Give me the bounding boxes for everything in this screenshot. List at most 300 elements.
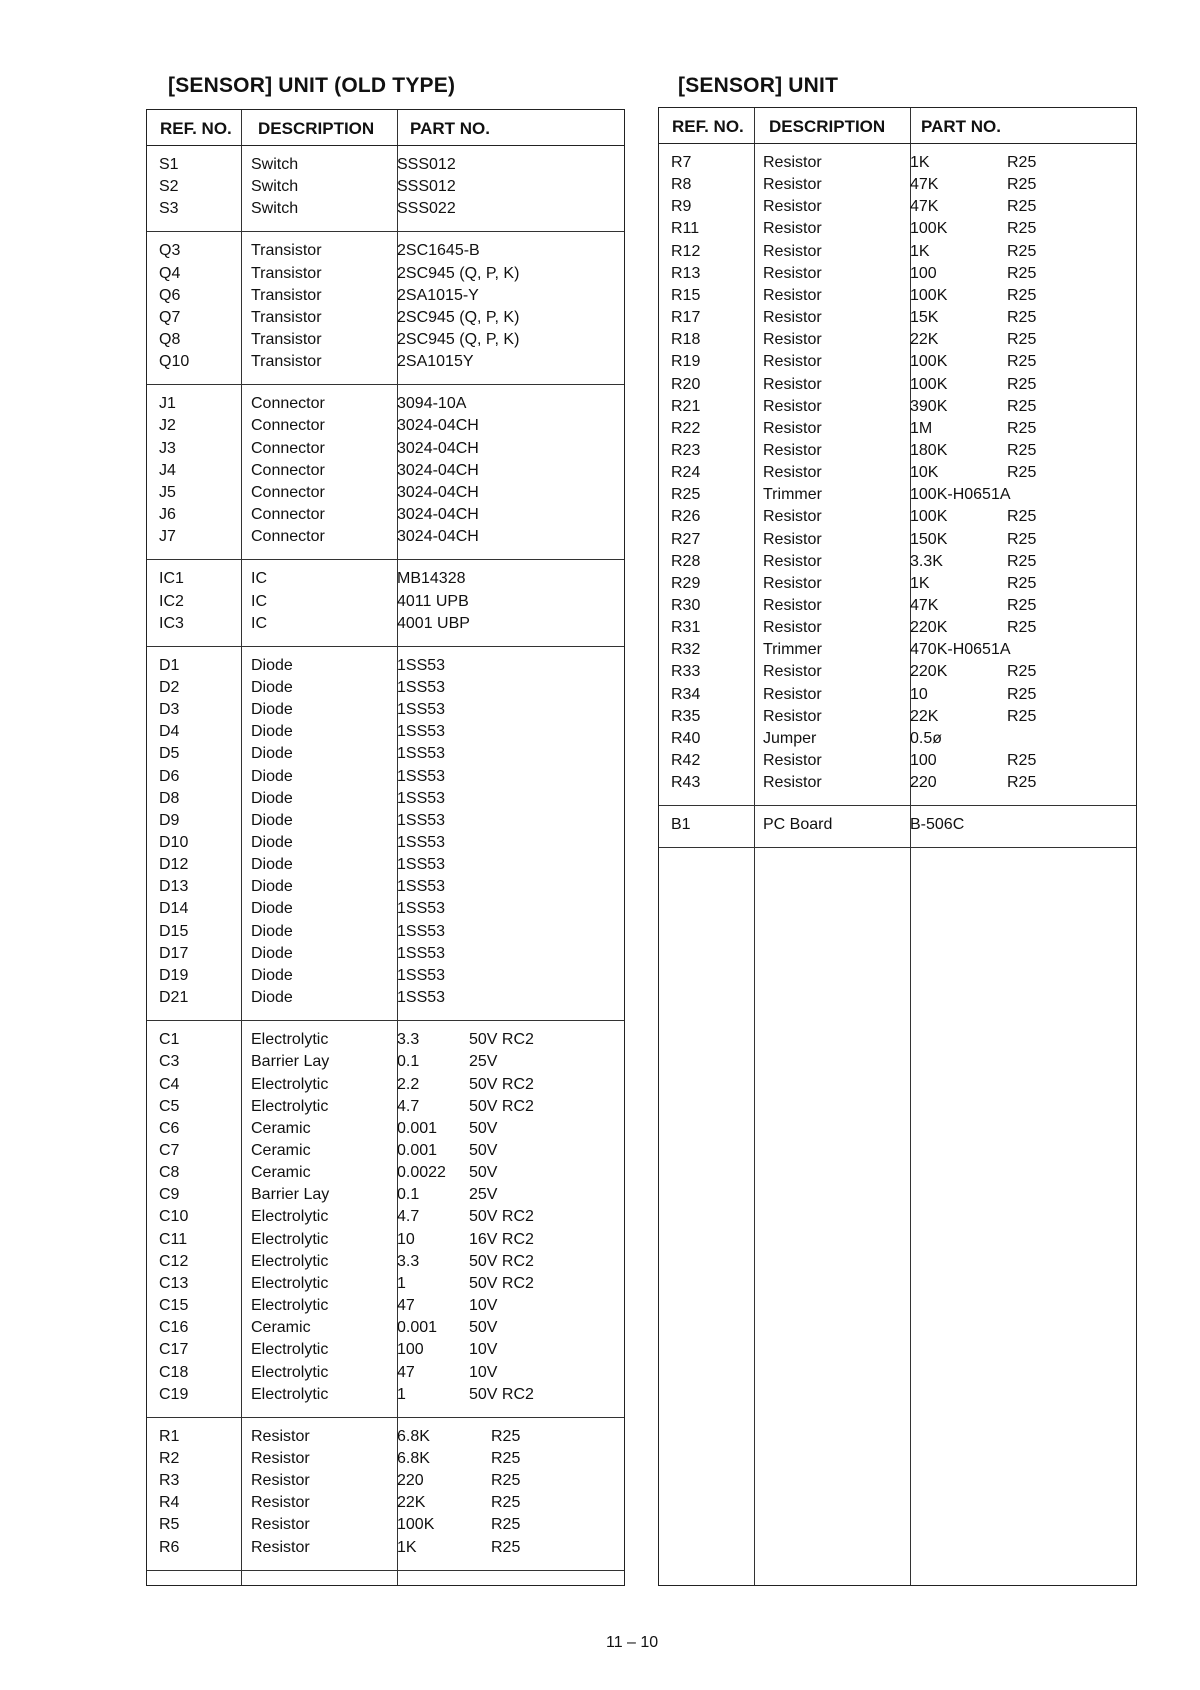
table-row — [659, 485, 1136, 507]
table-row — [147, 678, 624, 700]
description-cell: Transistor — [251, 242, 322, 260]
table-row — [659, 707, 1136, 729]
part-no-cell: 1SS53 — [397, 745, 446, 763]
spec-cell: R25 — [1007, 242, 1037, 260]
ref-no-cell: R20 — [671, 375, 701, 393]
description-cell: Diode — [251, 811, 293, 829]
table-row — [147, 944, 624, 966]
table-row — [147, 483, 624, 505]
part-no-cell: 0.001 — [397, 1319, 438, 1337]
description-cell: Resistor — [763, 685, 822, 703]
table-row — [659, 242, 1136, 264]
part-no-cell: 150K — [910, 530, 948, 548]
table-row — [147, 394, 624, 416]
ref-no-cell: B1 — [671, 816, 691, 834]
table-row — [147, 1163, 624, 1185]
spec-cell: R25 — [1007, 530, 1037, 548]
table-row — [147, 439, 624, 461]
part-no-cell: 0.0022 — [397, 1164, 446, 1182]
part-no-cell: 3024-04CH — [397, 461, 479, 479]
table-row — [659, 419, 1136, 441]
part-group — [659, 805, 1136, 848]
spec-cell: R25 — [1007, 464, 1037, 482]
part-no-cell: 1SS53 — [397, 900, 446, 918]
description-cell: Resistor — [763, 619, 822, 637]
description-cell: Electrolytic — [251, 1252, 329, 1270]
ref-no-cell: R23 — [671, 441, 701, 459]
ref-no-cell: C11 — [159, 1230, 188, 1248]
spec-cell: R25 — [1007, 154, 1037, 171]
part-no-cell: 0.5ø — [910, 729, 943, 747]
ref-no-cell: R27 — [671, 530, 701, 548]
table-row — [147, 899, 624, 921]
part-no-cell: MB14328 — [397, 570, 466, 588]
description-cell: Diode — [251, 723, 293, 741]
description-cell: IC — [251, 614, 267, 632]
table-row — [659, 574, 1136, 596]
description-cell: Ceramic — [251, 1164, 311, 1182]
description-cell: Connector — [251, 461, 325, 479]
description-cell: Resistor — [763, 220, 822, 238]
ref-no-cell: C6 — [159, 1119, 180, 1137]
ref-no-cell: R5 — [159, 1516, 180, 1534]
ref-no-cell: R26 — [671, 508, 701, 526]
table-row — [147, 1363, 624, 1385]
part-no-cell: 390K — [910, 397, 948, 415]
ref-no-cell: IC1 — [159, 570, 184, 588]
page-number: 11 – 10 — [606, 1634, 659, 1651]
spec-cell: 10V — [469, 1297, 498, 1315]
spec-cell: 50V RC2 — [469, 1075, 534, 1093]
part-no-cell: 1SS53 — [397, 856, 446, 874]
table-row — [659, 286, 1136, 308]
table-row — [147, 811, 624, 833]
part-no-cell: 1SS53 — [397, 966, 446, 984]
part-no-cell: 22K — [397, 1494, 426, 1512]
ref-no-cell: R11 — [671, 220, 700, 238]
table-row — [659, 618, 1136, 640]
table-row — [659, 175, 1136, 197]
table-row — [147, 1185, 624, 1207]
part-no-cell: 3.3 — [397, 1031, 420, 1049]
ref-no-cell: R12 — [671, 242, 701, 260]
ref-no-cell: R13 — [671, 264, 701, 282]
table-header — [659, 108, 1136, 144]
description-cell: Ceramic — [251, 1119, 311, 1137]
left-table-heading: [SENSOR] UNIT (OLD TYPE) — [168, 74, 456, 97]
ref-no-cell: J7 — [159, 528, 176, 546]
description-cell: Resistor — [763, 663, 822, 681]
description-cell: Electrolytic — [251, 1341, 329, 1359]
description-cell: Resistor — [763, 264, 822, 282]
spec-cell: R25 — [1007, 286, 1037, 304]
table-row — [147, 855, 624, 877]
table-row — [147, 1075, 624, 1097]
ref-no-cell: C19 — [159, 1385, 189, 1403]
part-no-cell: 100K — [910, 353, 948, 371]
ref-no-cell: D2 — [159, 678, 180, 696]
spec-cell: R25 — [1007, 707, 1037, 725]
ref-no-cell: C13 — [159, 1274, 189, 1292]
part-no-cell: 10K — [910, 464, 939, 482]
table-row — [147, 877, 624, 899]
description-cell: Resistor — [763, 574, 822, 592]
table-row — [147, 1296, 624, 1318]
ref-no-cell: J4 — [159, 461, 176, 479]
ref-no-cell: D9 — [159, 811, 180, 829]
part-no-cell: 1SS53 — [397, 789, 446, 807]
table-row — [147, 789, 624, 811]
header-part-no: PART NO. — [921, 117, 1001, 136]
part-no-cell: 1SS53 — [397, 922, 446, 940]
ref-no-cell: D12 — [159, 856, 189, 874]
ref-no-cell: R22 — [671, 419, 701, 437]
header-ref-no: REF. NO. — [672, 117, 744, 136]
description-cell: Resistor — [251, 1538, 310, 1556]
spec-cell: R25 — [1007, 774, 1037, 792]
description-cell: Transistor — [251, 264, 322, 282]
table-row — [147, 833, 624, 855]
description-cell: Resistor — [251, 1494, 310, 1512]
ref-no-cell: R19 — [671, 353, 701, 371]
ref-no-cell: R3 — [159, 1472, 180, 1490]
ref-no-cell: R31 — [671, 619, 701, 637]
ref-no-cell: C5 — [159, 1097, 180, 1115]
part-no-cell: 4.7 — [397, 1097, 420, 1115]
part-no-cell: 220 — [910, 774, 937, 792]
part-no-cell: 1K — [397, 1538, 417, 1556]
ref-no-cell: C15 — [159, 1297, 189, 1315]
ref-no-cell: D17 — [159, 944, 189, 962]
description-cell: Electrolytic — [251, 1208, 329, 1226]
table-row — [659, 330, 1136, 352]
part-no-cell: 47K — [910, 597, 939, 614]
ref-no-cell: R33 — [671, 663, 701, 681]
spec-cell: 16V RC2 — [469, 1230, 534, 1248]
spec-cell: 25V — [469, 1053, 498, 1071]
part-no-cell: 3024-04CH — [397, 528, 479, 546]
right-table-heading: [SENSOR] UNIT — [678, 74, 839, 97]
table-row — [147, 241, 624, 263]
part-group — [147, 559, 624, 646]
ref-no-cell: C12 — [159, 1252, 189, 1270]
description-cell: Diode — [251, 922, 293, 940]
spec-cell: 50V RC2 — [469, 1385, 534, 1403]
spec-cell: 50V RC2 — [469, 1252, 534, 1270]
part-no-cell: 470K-H0651A — [910, 641, 1011, 659]
spec-cell: R25 — [491, 1494, 521, 1512]
description-cell: IC — [251, 570, 267, 588]
table-row — [659, 375, 1136, 397]
description-cell: Transistor — [251, 353, 322, 371]
part-no-cell: 100K — [910, 508, 948, 526]
part-no-cell: 100K — [910, 375, 948, 393]
description-cell: Electrolytic — [251, 1031, 329, 1049]
part-no-cell: 22K — [910, 707, 939, 725]
part-group — [147, 646, 624, 1021]
description-cell: Switch — [251, 156, 299, 173]
description-cell: Resistor — [763, 397, 822, 415]
ref-no-cell: D8 — [159, 789, 180, 807]
table-row — [659, 685, 1136, 707]
ref-no-cell: S1 — [159, 156, 179, 173]
description-cell: Resistor — [251, 1472, 310, 1490]
table-row — [147, 1515, 624, 1537]
part-no-cell: 1SS53 — [397, 989, 446, 1007]
description-cell: Diode — [251, 878, 293, 896]
table-row — [659, 264, 1136, 286]
ref-no-cell: D14 — [159, 900, 189, 918]
description-cell: Resistor — [763, 464, 822, 482]
spec-cell: 25V — [469, 1186, 498, 1204]
part-group — [147, 231, 624, 385]
part-no-cell: 1K — [910, 154, 930, 171]
table-row — [659, 507, 1136, 529]
part-no-cell: 2SC945 (Q, P, K) — [397, 264, 520, 282]
ref-no-cell: R6 — [159, 1538, 180, 1556]
description-cell: Resistor — [763, 331, 822, 349]
description-cell: Diode — [251, 944, 293, 962]
ref-no-cell: IC2 — [159, 592, 184, 610]
table-row — [147, 966, 624, 988]
ref-no-cell: R4 — [159, 1494, 180, 1512]
table-row — [147, 1493, 624, 1515]
spec-cell: R25 — [1007, 264, 1037, 282]
table-row — [147, 416, 624, 438]
part-no-cell: 100K-H0651A — [910, 486, 1011, 504]
ref-no-cell: R25 — [671, 486, 701, 504]
table-row — [659, 219, 1136, 241]
part-group — [147, 1020, 624, 1418]
part-no-cell: 100K — [910, 286, 948, 304]
table-row — [659, 441, 1136, 463]
table-row — [147, 199, 624, 221]
part-no-cell: B-506C — [910, 816, 965, 834]
description-cell: Resistor — [251, 1516, 310, 1534]
part-no-cell: 10 — [910, 685, 928, 703]
table-row — [147, 1252, 624, 1274]
description-cell: Switch — [251, 200, 299, 218]
ref-no-cell: IC3 — [159, 614, 184, 632]
table-row — [147, 1141, 624, 1163]
part-no-cell: 10 — [397, 1230, 415, 1248]
part-no-cell: 0.001 — [397, 1142, 438, 1159]
table-row — [659, 397, 1136, 419]
ref-no-cell: D19 — [159, 966, 189, 984]
spec-cell: R25 — [1007, 508, 1037, 526]
table-row — [147, 767, 624, 789]
description-cell: Diode — [251, 656, 293, 674]
part-no-cell: 1SS53 — [397, 656, 446, 674]
description-cell: Diode — [251, 789, 293, 807]
description-cell: Connector — [251, 528, 325, 546]
part-no-cell: 47K — [910, 176, 939, 194]
description-cell: Jumper — [763, 729, 817, 747]
part-group — [659, 143, 1136, 806]
spec-cell: R25 — [1007, 331, 1037, 349]
table-row — [147, 614, 624, 636]
description-cell: Diode — [251, 900, 293, 918]
part-no-cell: 15K — [910, 309, 939, 327]
ref-no-cell: Q10 — [159, 353, 190, 371]
table-row — [659, 815, 1136, 837]
ref-no-cell: R1 — [159, 1427, 180, 1445]
part-no-cell: 4011 UPB — [397, 592, 469, 610]
table-row — [147, 1207, 624, 1229]
spec-cell: R25 — [491, 1538, 521, 1556]
description-cell: Electrolytic — [251, 1274, 329, 1292]
spec-cell: R25 — [1007, 441, 1037, 459]
description-cell: Barrier Lay — [251, 1053, 330, 1071]
spec-cell: R25 — [491, 1427, 521, 1445]
part-no-cell: 0.1 — [397, 1053, 420, 1071]
ref-no-cell: R43 — [671, 774, 701, 792]
part-no-cell: 1SS53 — [397, 701, 446, 719]
description-cell: Resistor — [763, 154, 822, 171]
spec-cell: R25 — [1007, 685, 1037, 703]
part-no-cell: 3024-04CH — [397, 483, 479, 501]
spec-cell: R25 — [1007, 663, 1037, 681]
ref-no-cell: D6 — [159, 767, 180, 785]
table-row — [147, 1427, 624, 1449]
ref-no-cell: R42 — [671, 752, 701, 770]
part-no-cell: 1K — [910, 574, 930, 592]
ref-no-cell: D21 — [159, 989, 189, 1007]
part-no-cell: 3024-04CH — [397, 417, 479, 435]
ref-no-cell: R17 — [671, 309, 701, 327]
table-row — [659, 552, 1136, 574]
description-cell: Connector — [251, 506, 325, 524]
ref-no-cell: D13 — [159, 878, 189, 896]
ref-no-cell: R35 — [671, 707, 701, 725]
table-row — [147, 286, 624, 308]
description-cell: Connector — [251, 439, 325, 457]
ref-no-cell: R15 — [671, 286, 701, 304]
part-no-cell: 47 — [397, 1363, 415, 1381]
description-cell: Trimmer — [763, 486, 822, 504]
part-no-cell: 1SS53 — [397, 767, 446, 785]
part-no-cell: 2SA1015Y — [397, 353, 474, 371]
description-cell: Electrolytic — [251, 1230, 329, 1248]
ref-no-cell: C16 — [159, 1319, 189, 1337]
description-cell: Diode — [251, 767, 293, 785]
description-cell: Resistor — [763, 419, 822, 437]
description-cell: PC Board — [763, 816, 833, 834]
part-group — [147, 1417, 624, 1571]
part-no-cell: 3094-10A — [397, 395, 467, 413]
spec-cell: 50V — [469, 1119, 498, 1137]
description-cell: Connector — [251, 395, 325, 413]
ref-no-cell: R18 — [671, 331, 701, 349]
description-cell: Diode — [251, 966, 293, 984]
table-row — [147, 1449, 624, 1471]
part-no-cell: 100K — [397, 1516, 435, 1534]
spec-cell: R25 — [1007, 220, 1037, 238]
part-no-cell: 180K — [910, 441, 948, 459]
ref-no-cell: S2 — [159, 178, 179, 196]
description-cell: Electrolytic — [251, 1075, 329, 1093]
ref-no-cell: Q4 — [159, 264, 181, 282]
spec-cell: R25 — [491, 1449, 521, 1467]
part-no-cell: 3024-04CH — [397, 439, 479, 457]
header-description: DESCRIPTION — [258, 119, 375, 138]
part-no-cell: 100K — [910, 220, 948, 238]
part-no-cell: 2SC1645-B — [397, 242, 480, 260]
table-row — [659, 640, 1136, 662]
part-no-cell: 0.001 — [397, 1119, 438, 1137]
ref-no-cell: D15 — [159, 922, 189, 940]
description-cell: Resistor — [763, 375, 822, 393]
header-part-no: PART NO. — [410, 119, 490, 138]
ref-no-cell: R28 — [671, 552, 701, 570]
part-no-cell: 2SC945 (Q, P, K) — [397, 308, 520, 326]
right-parts-table — [658, 107, 1137, 1586]
ref-no-cell: R7 — [671, 154, 692, 171]
ref-no-cell: C3 — [159, 1053, 180, 1071]
table-row — [147, 922, 624, 944]
ref-no-cell: J3 — [159, 439, 176, 457]
description-cell: Transistor — [251, 286, 322, 304]
table-row — [147, 330, 624, 352]
table-row — [147, 505, 624, 527]
description-cell: Resistor — [763, 530, 822, 548]
table-row — [147, 308, 624, 330]
left-parts-table — [146, 109, 625, 1586]
table-row — [659, 352, 1136, 374]
description-cell: IC — [251, 592, 267, 610]
part-no-cell: 2SA1015-Y — [397, 286, 479, 304]
description-cell: Resistor — [763, 707, 822, 725]
table-row — [147, 527, 624, 549]
table-row — [659, 197, 1136, 219]
spec-cell: R25 — [1007, 552, 1037, 570]
ref-no-cell: D10 — [159, 834, 189, 852]
part-group — [147, 145, 624, 232]
ref-no-cell: C1 — [159, 1031, 180, 1049]
table-row — [147, 1340, 624, 1362]
part-group — [147, 384, 624, 560]
spec-cell: 10V — [469, 1363, 498, 1381]
table-row — [147, 744, 624, 766]
table-row — [147, 1097, 624, 1119]
spec-cell: R25 — [491, 1472, 521, 1490]
description-cell: Resistor — [251, 1449, 310, 1467]
part-no-cell: SSS012 — [397, 178, 456, 196]
part-no-cell: 22K — [910, 331, 939, 349]
table-row — [147, 1318, 624, 1340]
part-no-cell: 3.3K — [910, 552, 943, 570]
description-cell: Resistor — [763, 353, 822, 371]
table-row — [147, 1274, 624, 1296]
ref-no-cell: R9 — [671, 198, 692, 216]
part-no-cell: 1SS53 — [397, 878, 446, 896]
spec-cell: R25 — [1007, 574, 1037, 592]
spec-cell: 50V — [469, 1142, 498, 1159]
part-no-cell: 1SS53 — [397, 723, 446, 741]
part-no-cell: 100 — [910, 752, 937, 770]
part-no-cell: 220K — [910, 619, 948, 637]
spec-cell: R25 — [1007, 597, 1037, 614]
part-no-cell: 1SS53 — [397, 811, 446, 829]
spec-cell: R25 — [491, 1516, 521, 1534]
ref-no-cell: R8 — [671, 176, 692, 194]
part-no-cell: 4.7 — [397, 1208, 420, 1226]
ref-no-cell: R30 — [671, 597, 701, 614]
spec-cell: R25 — [1007, 375, 1037, 393]
description-cell: Transistor — [251, 308, 322, 326]
table-row — [147, 656, 624, 678]
table-row — [659, 773, 1136, 795]
